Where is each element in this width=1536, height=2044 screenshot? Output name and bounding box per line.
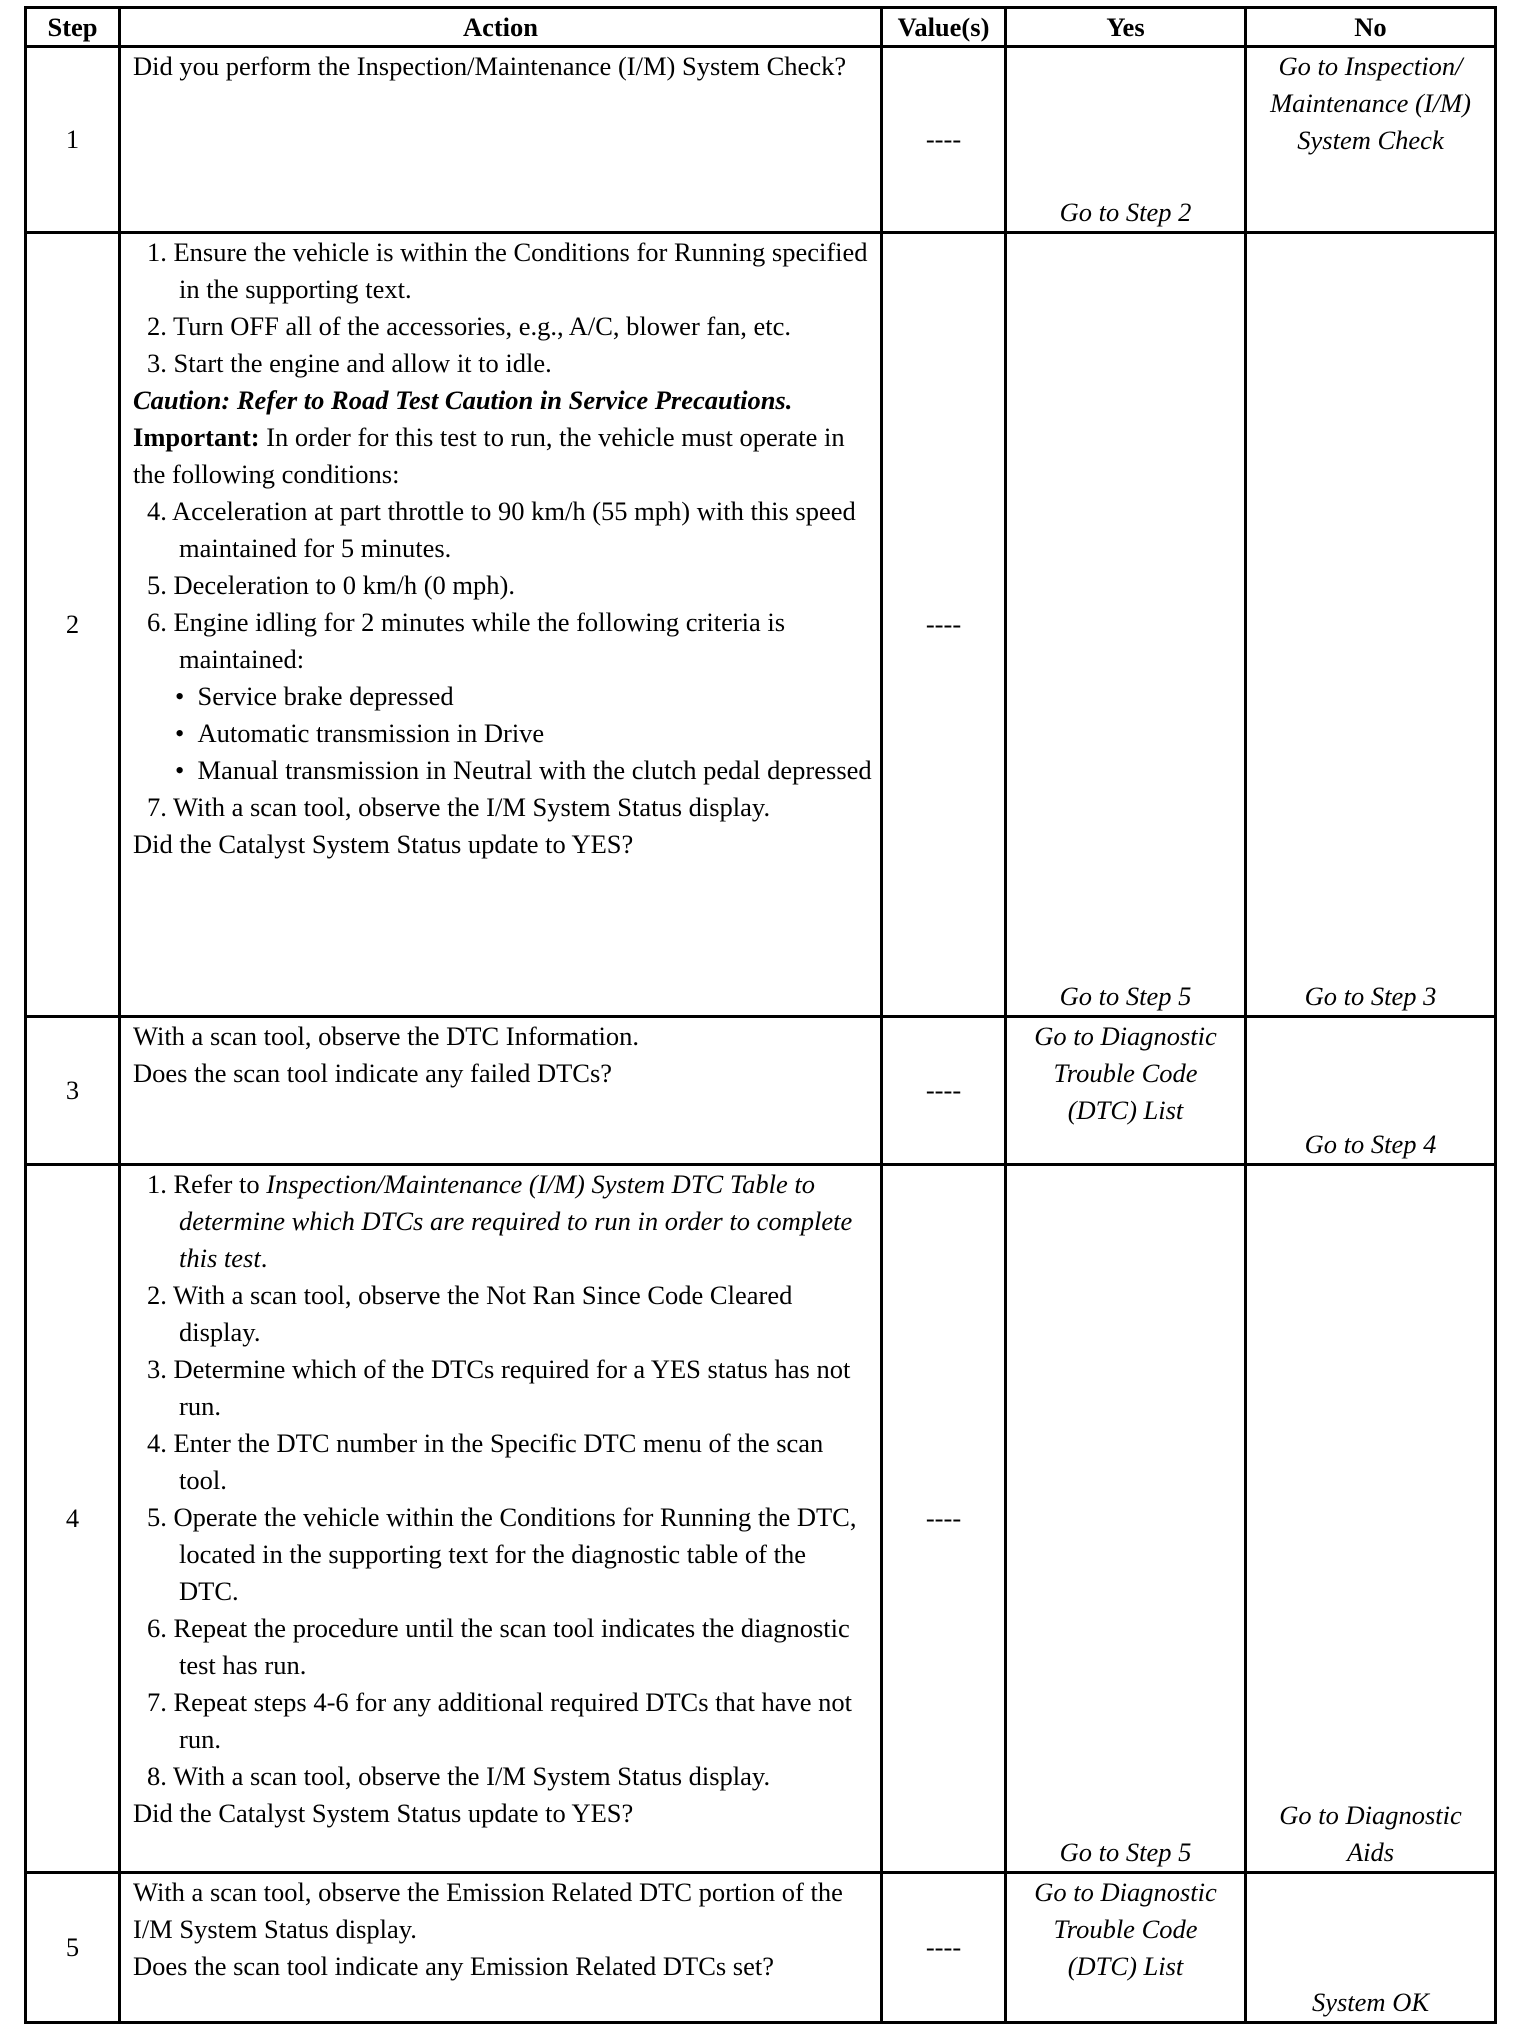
header-no: No: [1246, 8, 1496, 47]
action-text: Did you perform the Inspection/Maintenance (I/M) System Check?: [133, 51, 847, 81]
yes-link[interactable]: Go to Diagnostic Trouble Code (DTC) List: [1034, 1877, 1217, 1981]
bullet-text: Automatic transmission in Drive: [197, 718, 545, 748]
header-yes: Yes: [1006, 8, 1246, 47]
bullet-item: • Automatic transmission in Drive: [175, 718, 545, 748]
action-text: With a scan tool, observe the DTC Information.: [133, 1021, 639, 1051]
no-link[interactable]: Go to Inspection/ Maintenance (I/M) System Check: [1270, 51, 1471, 155]
step-number: 3: [26, 1017, 120, 1165]
value-cell: ----: [882, 1017, 1006, 1165]
important-label: Important:: [133, 422, 260, 452]
yes-cell: [1006, 1873, 1246, 2023]
value-cell: ----: [882, 1873, 1006, 2023]
list-item: 6. Engine idling for 2 minutes while the following criteria is maintained:: [147, 607, 786, 674]
action-cell: [120, 47, 882, 233]
list-item: 3. Determine which of the DTCs required for a YES status has not run.: [147, 1354, 851, 1421]
yes-cell: [1006, 1165, 1246, 1873]
question-text: Did the Catalyst System Status update to YES?: [133, 829, 634, 859]
no-cell: [1246, 47, 1496, 233]
yes-link[interactable]: Go to Step 2: [1059, 197, 1192, 227]
yes-link[interactable]: Go to Diagnostic Trouble Code (DTC) List: [1034, 1021, 1217, 1125]
question-text: Does the scan tool indicate any Emission Related DTCs set?: [133, 1951, 775, 1981]
step-number: 5: [26, 1873, 120, 2023]
list-item: 7. With a scan tool, observe the I/M System Status display.: [147, 792, 771, 822]
table-row-step-5: [26, 1873, 1496, 2023]
no-cell: [1246, 233, 1496, 1017]
bullet-item: • Manual transmission in Neutral with the clutch pedal depressed: [175, 755, 872, 785]
list-item: 6. Repeat the procedure until the scan tool indicates the diagnostic test has run.: [147, 1613, 850, 1680]
step-number: 4: [26, 1165, 120, 1873]
no-cell: [1246, 1165, 1496, 1873]
no-cell: [1246, 1873, 1496, 2023]
no-cell: [1246, 1017, 1496, 1165]
header-row: [26, 8, 1496, 47]
no-link[interactable]: Go to Step 3: [1304, 981, 1437, 1011]
bullet-text: Service brake depressed: [197, 681, 454, 711]
yes-cell: [1006, 1017, 1246, 1165]
list-item: [133, 1166, 872, 1277]
important-text: In order for this test to run, the vehicle must operate in the following conditions:: [133, 422, 845, 489]
yes-cell: [1006, 233, 1246, 1017]
list-item-suffix: .: [260, 1243, 268, 1273]
table-row-step-2: [26, 233, 1496, 1017]
list-item: 5. Operate the vehicle within the Conditions for Running the DTC, located in the supporting text for the diagnostic table of the DTC.: [147, 1502, 857, 1606]
action-cell: [120, 1165, 882, 1873]
question-text: Does the scan tool indicate any failed DTCs?: [133, 1058, 613, 1088]
step-number: 1: [26, 47, 120, 233]
value-cell: ----: [882, 47, 1006, 233]
list-item: 1. Ensure the vehicle is within the Conditions for Running specified in the supporting text.: [147, 237, 868, 304]
yes-link[interactable]: Go to Step 5: [1059, 1837, 1192, 1867]
list-item: 2. With a scan tool, observe the Not Ran Since Code Cleared display.: [147, 1280, 793, 1347]
list-item: 4. Acceleration at part throttle to 90 km/h (55 mph) with this speed maintained for 5 minutes.: [147, 496, 856, 563]
im-dtc-table-reference: Inspection/Maintenance (I/M) System DTC Table to determine which DTCs are required to run in order to complete this test: [179, 1169, 853, 1273]
no-link[interactable]: Go to Step 4: [1304, 1129, 1437, 1159]
header-action: Action: [120, 8, 882, 47]
step-number: 2: [26, 233, 120, 1017]
bullet-text: Manual transmission in Neutral with the clutch pedal depressed: [197, 755, 872, 785]
important-note: [133, 419, 872, 493]
no-link[interactable]: Go to Diagnostic Aids: [1279, 1800, 1462, 1867]
no-link[interactable]: System OK: [1311, 1987, 1430, 2017]
action-text: With a scan tool, observe the Emission Related DTC portion of the I/M System Status display.: [133, 1877, 843, 1944]
yes-cell: [1006, 47, 1246, 233]
list-item: 7. Repeat steps 4-6 for any additional required DTCs that have not run.: [147, 1687, 853, 1754]
list-item: 3. Start the engine and allow it to idle.: [147, 348, 552, 378]
list-item: 2. Turn OFF all of the accessories, e.g., A/C, blower fan, etc.: [147, 311, 791, 341]
table-row-step-3: [26, 1017, 1496, 1165]
value-cell: ----: [882, 1165, 1006, 1873]
diagnostic-table: [24, 6, 1497, 2024]
list-item: 5. Deceleration to 0 km/h (0 mph).: [147, 570, 515, 600]
question-text: Did the Catalyst System Status update to YES?: [133, 1798, 634, 1828]
bullet-item: • Service brake depressed: [175, 681, 454, 711]
action-cell: [120, 1017, 882, 1165]
action-cell: [120, 233, 882, 1017]
caution-note: Caution: Refer to Road Test Caution in Service Precautions.: [133, 385, 793, 415]
list-item: 8. With a scan tool, observe the I/M System Status display.: [147, 1761, 771, 1791]
header-step: Step: [26, 8, 120, 47]
yes-link[interactable]: Go to Step 5: [1059, 981, 1192, 1011]
table-row-step-4: [26, 1165, 1496, 1873]
list-item: 4. Enter the DTC number in the Specific DTC menu of the scan tool.: [147, 1428, 824, 1495]
value-cell: ----: [882, 233, 1006, 1017]
diagnostic-table-page: [24, 6, 1494, 2030]
list-item-prefix: 1. Refer to: [147, 1169, 267, 1199]
action-cell: [120, 1873, 882, 2023]
table-row-step-1: [26, 47, 1496, 233]
header-values: Value(s): [882, 8, 1006, 47]
